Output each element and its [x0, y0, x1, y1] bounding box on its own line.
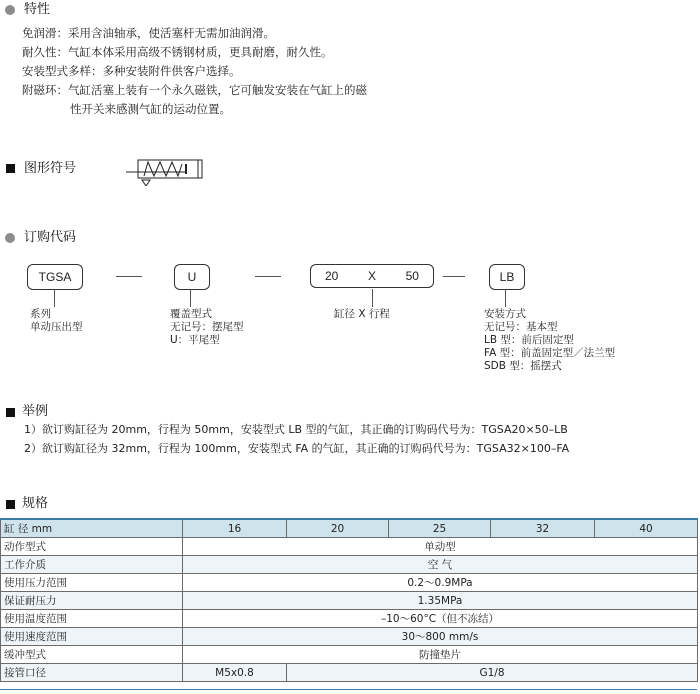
example-line: 1）欲订购缸径为 20mm，行程为 50mm，安装型式 LB 型的气缸，其正确的订购码代号为：TGSA20×50–LB: [24, 423, 568, 436]
section-bullet: [6, 408, 15, 417]
code-box-mount: LB: [489, 264, 525, 290]
examples-title: 举例: [22, 404, 49, 419]
feature-item-continuation: 性开关来感测气缸的运动位置。: [70, 102, 231, 116]
section-bullet: [5, 233, 15, 243]
series-description: 系列 单动压出型: [30, 308, 83, 333]
row-label: 使用速度范围: [1, 628, 183, 646]
connector-line: [54, 289, 55, 307]
section-bullet: [6, 164, 15, 173]
ordering-title: 订购代码: [24, 230, 77, 245]
divider: [443, 276, 465, 277]
row-value: M5x0.8: [183, 664, 287, 682]
table-row: [1, 646, 698, 664]
row-value: –10～60°C（但不冻结）: [183, 610, 698, 628]
feature-item: 安装型式多样：多种安装附件供客户选择。: [22, 64, 241, 78]
row-value: 空 气: [183, 556, 698, 574]
feature-item: 免润滑：采用含油轴承，使活塞杆无需加油润滑。: [22, 26, 275, 40]
table-bottom-rule: [0, 689, 697, 690]
row-value: 0.2～0.9MPa: [183, 574, 698, 592]
times-symbol: X: [367, 269, 376, 283]
row-label: 接管口径: [1, 664, 183, 682]
row-label: 保证耐压力: [1, 592, 183, 610]
table-header-row: [1, 519, 698, 538]
feature-item: 附磁环：气缸活塞上装有一个永久磁铁，它可触发安装在气缸上的磁: [22, 83, 367, 97]
cylinder-symbol-icon: [126, 156, 208, 186]
row-label: 缓冲型式: [1, 646, 183, 664]
table-header-label: 缸 径 mm: [1, 519, 183, 538]
bore-column: 32: [491, 519, 595, 538]
table-row: [1, 628, 698, 646]
bore-stroke-description: 缸径 X 行程: [334, 308, 390, 320]
row-label: 动作型式: [1, 538, 183, 556]
table-row: [1, 538, 698, 556]
bore-column: 16: [183, 519, 287, 538]
row-label: 使用温度范围: [1, 610, 183, 628]
row-label: 使用压力范围: [1, 574, 183, 592]
connector-line: [372, 289, 373, 307]
specs-title: 规格: [22, 496, 49, 511]
row-label: 工作介质: [1, 556, 183, 574]
code-box-series: TGSA: [27, 264, 83, 290]
stroke-value: 50: [405, 269, 419, 283]
table-row: [1, 574, 698, 592]
section-bullet: [6, 500, 15, 509]
features-title: 特性: [24, 2, 51, 17]
spec-table: [0, 518, 698, 682]
mount-description: 安装方式 无记号：基本型 LB 型：前后固定型 FA 型：前盖固定型／法兰型 SDB 型：摇摆式: [484, 308, 616, 372]
bore-column: 40: [595, 519, 698, 538]
cover-description: 覆盖型式 无记号：摆尾型 U：平尾型: [170, 308, 244, 346]
code-box-bore-stroke: [310, 264, 434, 288]
row-value: 1.35MPa: [183, 592, 698, 610]
table-row: [1, 556, 698, 574]
row-value: 防撞垫片: [183, 646, 698, 664]
row-value: 单动型: [183, 538, 698, 556]
divider: [116, 276, 142, 277]
row-value: G1/8: [287, 664, 698, 682]
divider: [255, 276, 281, 277]
example-line: 2）欲订购缸径为 32mm，行程为 100mm，安装型式 FA 的气缸，其正确的订购码代号为：TGSA32×100–FA: [24, 442, 570, 455]
bore-column: 20: [287, 519, 389, 538]
code-box-cover: U: [174, 264, 210, 290]
section-bullet: [5, 5, 15, 15]
symbol-title: 图形符号: [24, 161, 77, 176]
table-row: [1, 592, 698, 610]
row-value: 30～800 mm/s: [183, 628, 698, 646]
feature-item: 耐久性：气缸本体采用高级不锈钢材质，更具耐磨，耐久性。: [22, 45, 333, 59]
connector-line: [505, 289, 506, 307]
bore-column: 25: [389, 519, 491, 538]
bore-value: 20: [325, 269, 339, 283]
connector-line: [190, 289, 191, 307]
table-row: [1, 664, 698, 682]
table-row: [1, 610, 698, 628]
